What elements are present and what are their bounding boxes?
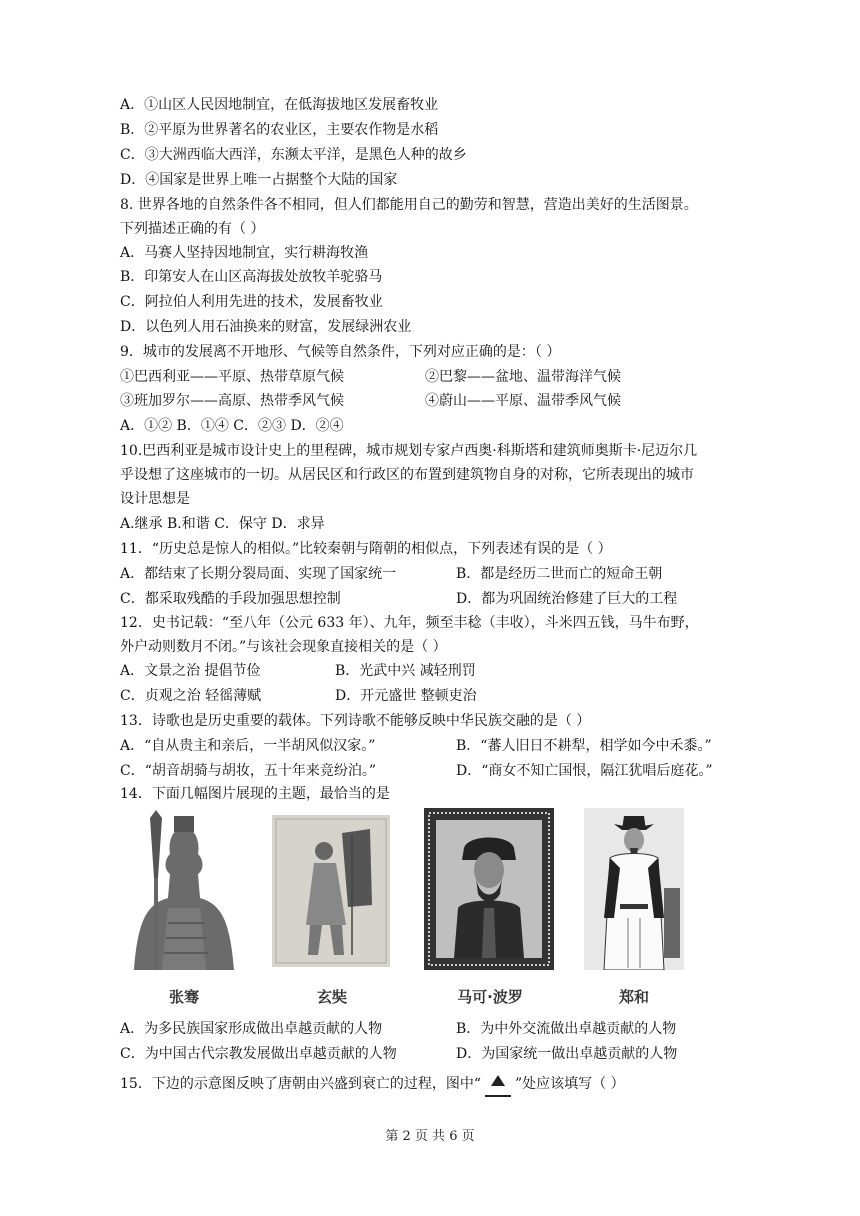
q15-stem <box>120 1074 625 1094</box>
q14-stem: 14．下面几幅图片展现的主题，最恰当的是 <box>120 786 390 802</box>
q7-option-a: A．①山区人民因地制宜，在低海拔地区发展畜牧业 <box>120 97 439 113</box>
caption-zheng-he: 郑和 <box>618 988 649 1006</box>
q7-option-d: D．④国家是世界上唯一占据整个大陆的国家 <box>120 172 398 188</box>
q9-item-1: ①巴西利亚——平原、热带草原气候 <box>120 369 344 385</box>
q12-stem: 12．史书记载：“至八年（公元 633 年）、九年，频至丰稔（丰收），斗米四五钱，马牛布野， <box>120 615 699 631</box>
q8-option-a: A．马赛人坚持因地制宜，实行耕海牧渔 <box>120 245 369 261</box>
q8-stem: 8. 世界各地的自然条件各不相同，但人们都能用自己的勤劳和智慧，营造出美好的生活图景。 <box>120 197 698 213</box>
q15-stem-start: 15．下边的示意图反映了唐朝由兴盛到衰亡的过程，图中“ <box>120 1076 481 1092</box>
portrait-xuanzang-image <box>272 815 390 967</box>
q12-option-d: D．开元盛世 整顿吏治 <box>335 688 477 704</box>
q8-option-b: B．印第安人在山区高海拔处放牧羊驼骆马 <box>120 269 383 285</box>
caption-zhang-qian: 张骞 <box>168 988 199 1006</box>
q13-option-d: D．“商女不知亡国恨，隔江犹唱后庭花。” <box>456 763 713 779</box>
q13-option-b: B．“蕃人旧日不耕犁，相学如今中禾黍。” <box>456 738 712 754</box>
q10-options: A.继承 B.和谐 C．保守 D．求异 <box>120 516 325 532</box>
q13-option-c: C．“胡音胡骑与胡妆，五十年来竞纷泊。” <box>120 763 377 779</box>
q9-item-4: ④蔚山——平原、温带季风气候 <box>425 393 621 409</box>
q14-option-d: D．为国家统一做出卓越贡献的人物 <box>456 1046 678 1062</box>
q14-option-b: B．为中外交流做出卓越贡献的人物 <box>456 1021 677 1037</box>
q7-option-b: B．②平原为世界著名的农业区，主要农作物是水稻 <box>120 122 439 138</box>
q9-options: A．①② B．①④ C．②③ D．②④ <box>120 418 344 434</box>
q9-stem: 9．城市的发展离不开地形、气候等自然条件，下列对应正确的是：（ ） <box>120 344 561 360</box>
q11-stem: 11．“历史总是惊人的相似。”比较秦朝与隋朝的相似点，下列表述有误的是（ ） <box>120 541 612 557</box>
q12-option-a: A．文景之治 提倡节俭 <box>120 663 261 679</box>
caption-xuanzang: 玄奘 <box>316 988 347 1006</box>
q13-option-a: A．“自从贵主和亲后，一半胡风似汉家。” <box>120 738 376 754</box>
q9-item-3: ③班加罗尔——高原、热带季风气候 <box>120 393 344 409</box>
q10-stem: 10.巴西利亚是城市设计史上的里程碑，城市规划专家卢西奥·科斯塔和建筑师奥斯卡·尼迈尔几 <box>120 443 698 459</box>
q8-option-c: C．阿拉伯人利用先进的技术，发展畜牧业 <box>120 294 383 310</box>
q14-option-a: A．为多民族国家形成做出卓越贡献的人物 <box>120 1021 383 1037</box>
q11-option-d: D．都为巩固统治修建了巨大的工程 <box>456 591 678 607</box>
q8-stem-2: 下列描述正确的有（ ） <box>120 221 265 237</box>
q7-option-c: C．③大洲西临大西洋，东濒太平洋，是黑色人种的故乡 <box>120 147 467 163</box>
q11-option-a: A．都结束了长期分裂局面、实现了国家统一 <box>120 566 397 582</box>
q12-stem-2: 外户动则数月不闭。”与该社会现象直接相关的是（ ） <box>120 639 447 655</box>
q11-option-c: C．都采取残酷的手段加强思想控制 <box>120 591 341 607</box>
portrait-zheng-he-image <box>584 808 684 970</box>
q15-stem-end: ”处应该填写（ ） <box>514 1076 625 1092</box>
q11-option-b: B．都是经历二世而亡的短命王朝 <box>456 566 663 582</box>
portrait-marco-polo-image <box>424 808 554 970</box>
portrait-zhang-qian-image <box>128 808 240 970</box>
caption-marco-polo: 马可·波罗 <box>457 988 523 1006</box>
page-footer: 第 2 页 共 6 页 <box>385 1129 475 1144</box>
q12-option-b: B．光武中兴 减轻刑罚 <box>335 663 476 679</box>
q10-stem-3: 设计思想是 <box>120 491 190 507</box>
q14-option-c: C．为中国古代宗教发展做出卓越贡献的人物 <box>120 1046 397 1062</box>
q12-option-c: C．贞观之治 轻徭薄赋 <box>120 688 262 704</box>
triangle-marker-icon <box>481 1074 515 1094</box>
q13-stem: 13．诗歌也是历史重要的载体。下列诗歌不能够反映中华民族交融的是（ ） <box>120 713 591 729</box>
q10-stem-2: 乎设想了这座城市的一切。从居民区和行政区的布置到建筑物自身的对称，它所表现出的城市 <box>120 467 694 483</box>
q9-item-2: ②巴黎——盆地、温带海洋气候 <box>425 369 621 385</box>
q8-option-d: D．以色列人用石油换来的财富，发展绿洲农业 <box>120 319 412 335</box>
